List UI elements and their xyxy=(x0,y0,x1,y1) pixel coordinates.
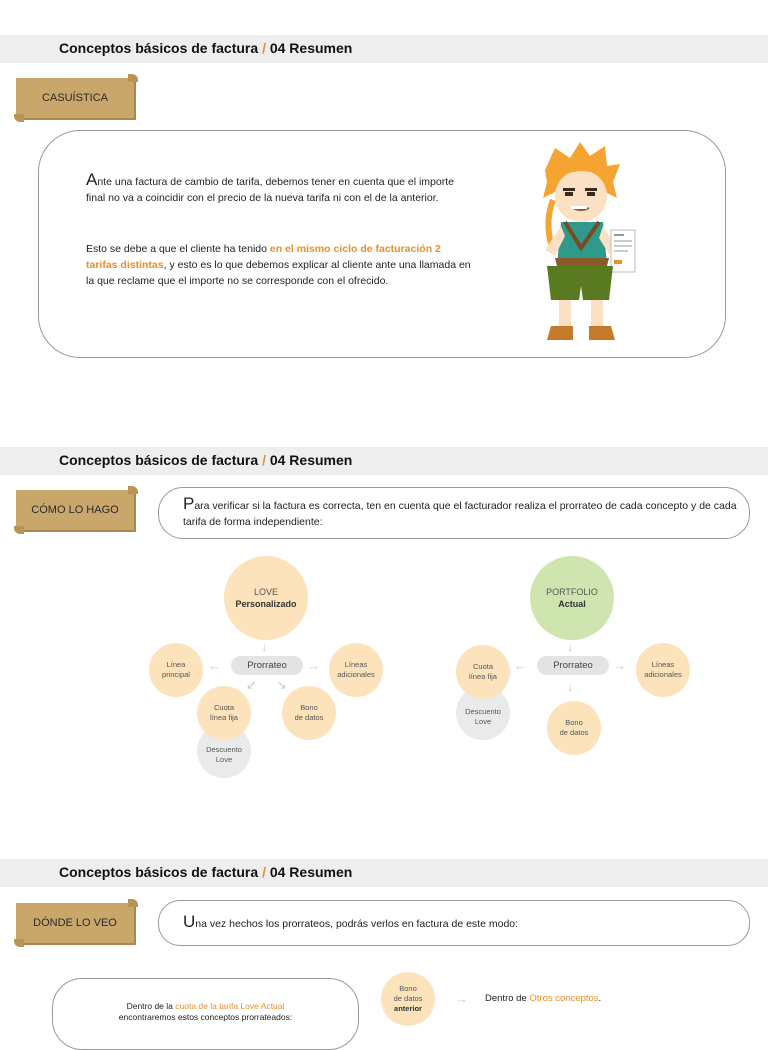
arrow-right-icon: → xyxy=(307,658,320,673)
donde-lo-veo-text: Una vez hechos los prorrateos, podrás verlos en factura de este modo: xyxy=(183,912,519,931)
tag-casuistica: CASUÍSTICA xyxy=(16,78,134,118)
tag-como-lo-hago: CÓMO LO HAGO xyxy=(16,490,134,530)
circle-descuento-love: Descuento Love xyxy=(197,724,251,778)
otros-conceptos-text: Dentro de Otros conceptos. xyxy=(485,993,602,1004)
donde-lo-veo-box xyxy=(158,900,750,946)
circle-bono-de-datos: Bono de datos xyxy=(547,701,601,755)
casuistica-paragraph-2: Esto se debe a que el cliente ha tenido en el mismo ciclo de facturación 2 tarifas distintas, y esto es lo que debemos explicar al cliente ante una llamada en la que reclame que el importe no se corresponde con el ofrecido. xyxy=(86,243,471,287)
como-lo-hago-text: Para verificar si la factura es correcta, ten en cuenta que el facturador realiza el prorrateo de cada concepto y de cada tarifa de forma independiente: xyxy=(183,494,737,528)
arrow-left-icon: ← xyxy=(208,658,221,673)
arrow-right-icon: → xyxy=(455,991,468,1006)
casuistica-paragraph-1: Ante una factura de cambio de tarifa, debemos tener en cuenta que el importe final no va a coincidir con el precio de la nueva tarifa ni con el de la anterior. xyxy=(86,170,454,204)
arrow-down-icon: ↓ xyxy=(567,639,574,654)
character-illustration xyxy=(525,140,645,346)
pill-prorrateo: Prorrateo xyxy=(537,656,609,675)
cuota-love-box xyxy=(52,978,359,1050)
circle-lineas-adicionales: Líneas adicionales xyxy=(329,643,383,697)
cuota-love-text: Dentro de la cuota de la tarifa Love Actual encontraremos estos conceptos prorrateados: xyxy=(118,1001,293,1022)
page-title: Conceptos básicos de factura / 04 Resumen xyxy=(59,864,353,880)
circle-lineas-adicionales: Líneas adicionales xyxy=(636,643,690,697)
circle-cuota-linea-fija: Cuota línea fija xyxy=(456,645,510,699)
circle-linea-principal: Línea principal xyxy=(149,643,203,697)
page-title: Conceptos básicos de factura / 04 Resumen xyxy=(59,452,353,468)
section-2-header xyxy=(0,447,768,475)
circle-descuento-love: Descuento Love xyxy=(456,686,510,740)
arrow-down-right-icon: ↘ xyxy=(276,677,287,692)
arrow-right-icon: → xyxy=(613,658,626,673)
pill-prorrateo: Prorrateo xyxy=(231,656,303,675)
como-lo-hago-box xyxy=(158,487,750,539)
circle-bono-de-datos: Bono de datos xyxy=(282,686,336,740)
arrow-left-icon: ← xyxy=(514,658,527,673)
arrow-down-icon: ↓ xyxy=(261,639,268,654)
arrow-down-left-icon: ↙ xyxy=(246,677,257,692)
section-1-header xyxy=(0,35,768,63)
circle-cuota-linea-fija: Cuota línea fija xyxy=(197,686,251,740)
page-title: Conceptos básicos de factura / 04 Resumen xyxy=(59,40,353,56)
tag-donde-lo-veo: DÓNDE LO VEO xyxy=(16,903,134,943)
circle-bono-anterior: Bono de datos anterior xyxy=(381,972,435,1026)
section-3-header xyxy=(0,859,768,887)
arrow-down-icon: ↓ xyxy=(567,679,574,694)
circle-portfolio-actual: PORTFOLIO Actual xyxy=(530,556,614,640)
circle-love-personalizado: LOVE Personalizado xyxy=(224,556,308,640)
